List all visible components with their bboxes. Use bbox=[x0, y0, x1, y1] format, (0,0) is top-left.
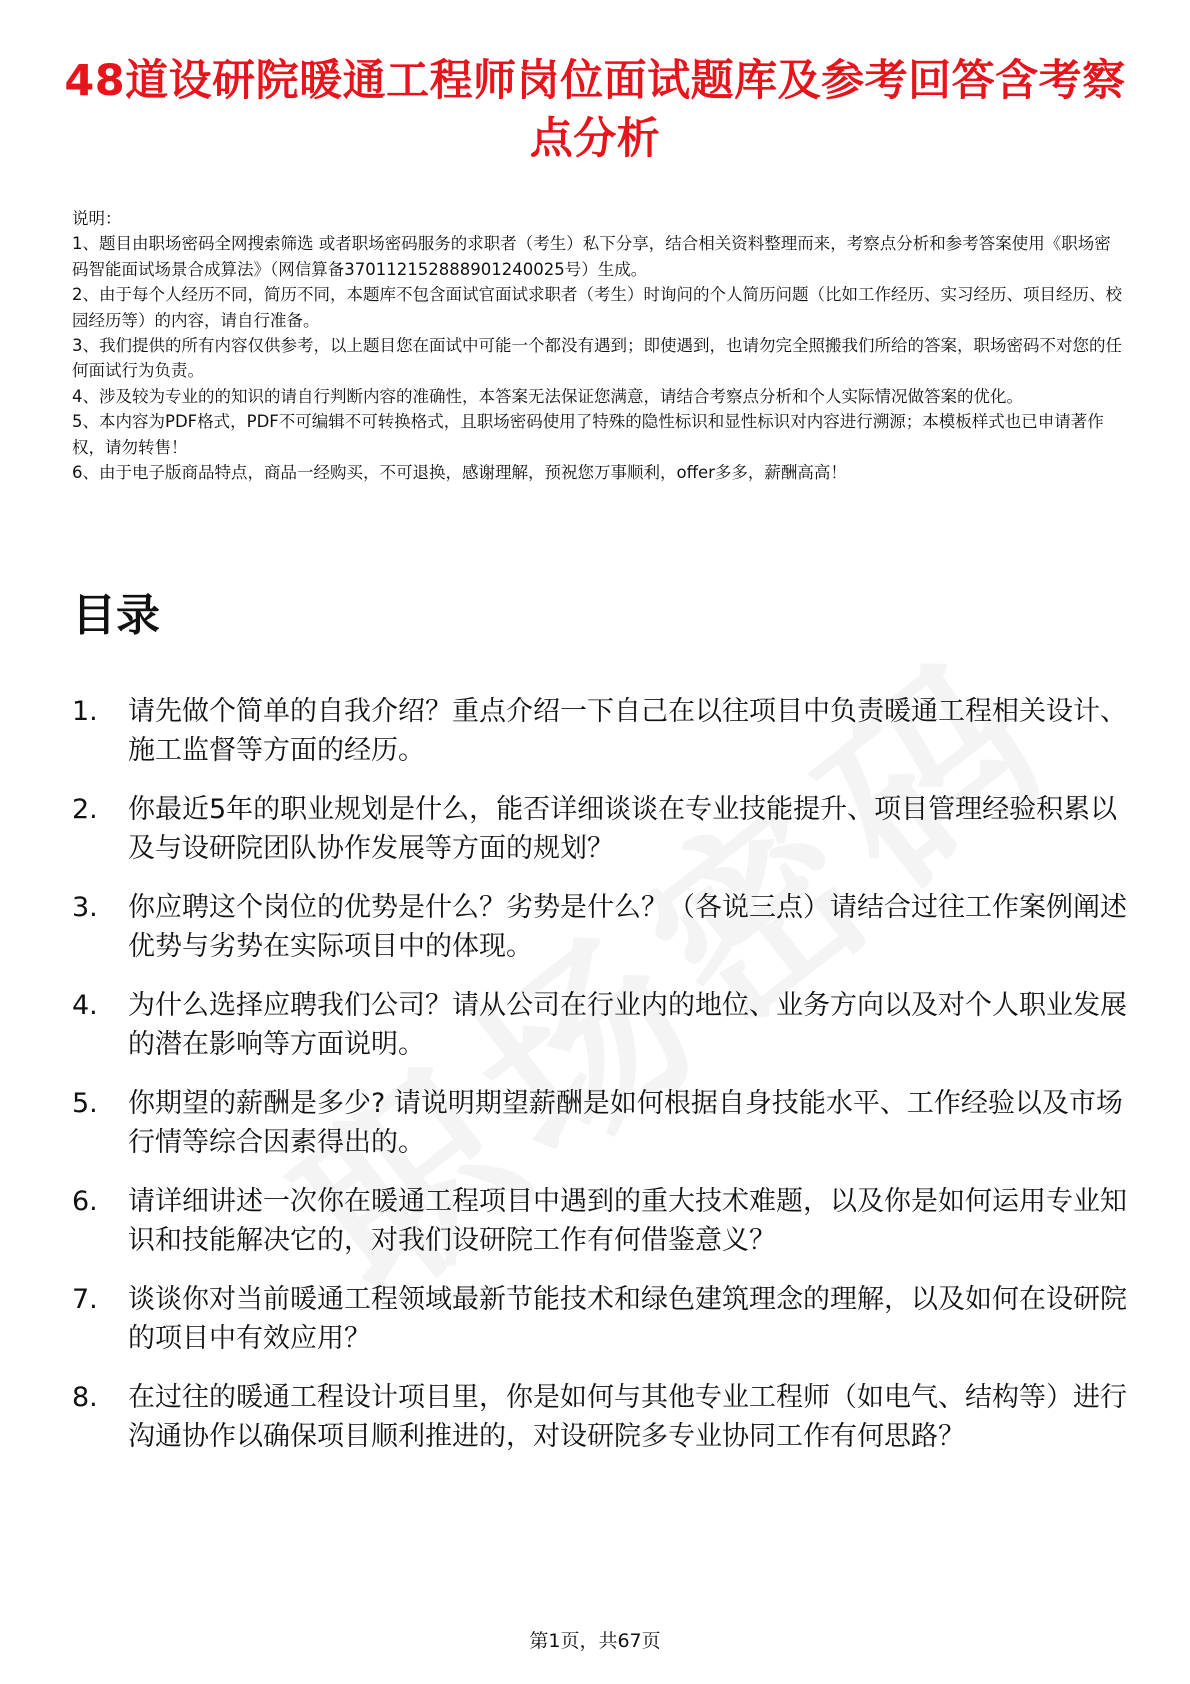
toc-item[interactable] bbox=[72, 888, 1132, 966]
note-item-6: 6、由于电子版商品特点，商品一经购买，不可退换，感谢理解，预祝您万事顺利，offer多多，薪酬高高！ bbox=[72, 463, 847, 483]
toc-list bbox=[72, 692, 1132, 1476]
note-item-5: 5、本内容为PDF格式，PDF不可编辑不可转换格式，且职场密码使用了特殊的隐性标识和显性标识对内容进行溯源；本模板样式也已申请著作权，请勿转售！ bbox=[72, 412, 1104, 457]
toc-item-text: 在过往的暖通工程设计项目里，你是如何与其他专业工程师（如电气、结构等）进行沟通协作以确保项目顺利推进的，对设研院多专业协同工作有何思路？ bbox=[128, 1382, 1127, 1452]
notes-label: 说明： bbox=[72, 209, 122, 228]
toc-item[interactable] bbox=[72, 1280, 1132, 1358]
toc-item-number: 4. bbox=[72, 990, 98, 1021]
note-item-4: 4、涉及较为专业的的知识的请自行判断内容的准确性，本答案无法保证您满意，请结合考察点分析和个人实际情况做答案的优化。 bbox=[72, 386, 1023, 406]
toc-item-number: 3. bbox=[72, 892, 98, 923]
document-title: 48道设研院暖通工程师岗位面试题库及参考回答含考察点分析 bbox=[64, 56, 1126, 164]
toc-item-number: 7. bbox=[72, 1284, 98, 1315]
toc-item-text: 为什么选择应聘我们公司？请从公司在行业内的地位、业务方向以及对个人职业发展的潜在影响等方面说明。 bbox=[128, 990, 1127, 1060]
toc-item-number: 6. bbox=[72, 1186, 98, 1217]
toc-item-number: 8. bbox=[72, 1382, 98, 1413]
toc-item-text: 谈谈你对当前暖通工程领域最新节能技术和绿色建筑理念的理解，以及如何在设研院的项目中有效应用？ bbox=[128, 1284, 1127, 1354]
toc-item-text: 请先做个简单的自我介绍？重点介绍一下自己在以往项目中负责暖通工程相关设计、施工监督等方面的经历。 bbox=[128, 696, 1127, 766]
toc-item[interactable] bbox=[72, 1182, 1132, 1260]
notes-section bbox=[72, 206, 1122, 485]
toc-item[interactable] bbox=[72, 1378, 1132, 1456]
toc-item-text: 你最近5年的职业规划是什么，能否详细谈谈在专业技能提升、项目管理经验积累以及与设研院团队协作发展等方面的规划？ bbox=[128, 794, 1118, 864]
toc-item-number: 2. bbox=[72, 794, 98, 825]
toc-heading: 目录 bbox=[72, 590, 160, 641]
note-item-1: 1、题目由职场密码全网搜索筛选 或者职场密码服务的求职者（考生）私下分享，结合相关资料整理而来，考察点分析和参考答案使用《职场密码智能面试场景合成算法》（网信算备370112152888901240025号）生成。 bbox=[72, 234, 1111, 279]
toc-item[interactable] bbox=[72, 692, 1132, 770]
note-item-3: 3、我们提供的所有内容仅供参考，以上题目您在面试中可能一个都没有遇到；即使遇到，也请勿完全照搬我们所给的答案，职场密码不对您的任何面试行为负责。 bbox=[72, 336, 1122, 381]
toc-item-text: 你期望的薪酬是多少? 请说明期望薪酬是如何根据自身技能水平、工作经验以及市场行情等综合因素得出的。 bbox=[128, 1088, 1123, 1158]
toc-item[interactable] bbox=[72, 986, 1132, 1064]
toc-item-text: 请详细讲述一次你在暖通工程项目中遇到的重大技术难题，以及你是如何运用专业知识和技能解决它的，对我们设研院工作有何借鉴意义？ bbox=[128, 1186, 1127, 1256]
toc-item-text: 你应聘这个岗位的优势是什么？劣势是什么？（各说三点）请结合过往工作案例阐述优势与劣势在实际项目中的体现。 bbox=[128, 892, 1127, 962]
toc-item-number: 5. bbox=[72, 1088, 98, 1119]
toc-item[interactable] bbox=[72, 790, 1132, 868]
page-number-footer: 第1页，共67页 bbox=[529, 1630, 661, 1652]
note-item-2: 2、由于每个人经历不同，简历不同，本题库不包含面试官面试求职者（考生）时询问的个人简历问题（比如工作经历、实习经历、项目经历、校园经历等）的内容，请自行准备。 bbox=[72, 285, 1122, 330]
toc-item-number: 1. bbox=[72, 696, 98, 727]
toc-item[interactable] bbox=[72, 1084, 1132, 1162]
